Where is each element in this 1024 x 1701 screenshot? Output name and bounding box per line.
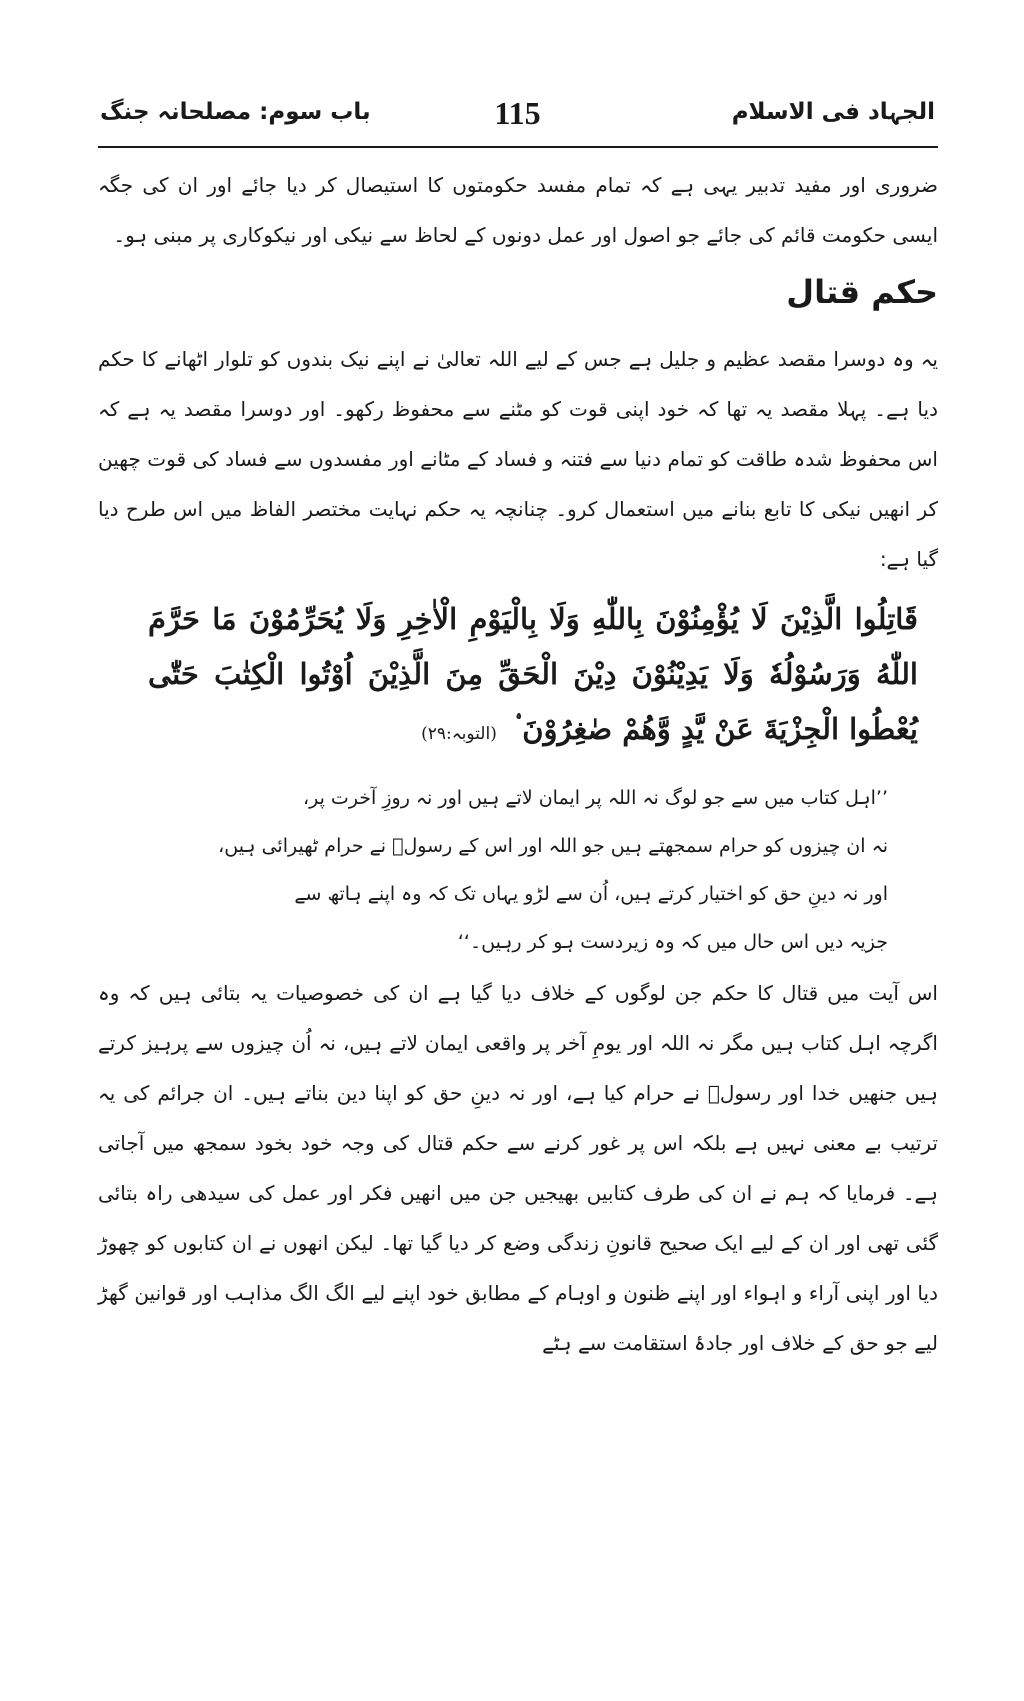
ayah-text: قَاتِلُوا الَّذِيْنَ لَا يُؤْمِنُوْنَ بِاللّٰهِ وَلَا بِالْيَوْمِ الْاٰخِرِ وَلَا يُحَرِّمُوْنَ مَا حَرَّمَ اللّٰهُ وَرَسُوْلُهٗ وَلَا يَدِيْنُوْنَ دِيْنَ الْحَقِّ مِنَ الَّذِيْنَ اُوْتُوا الْكِتٰبَ حَتّٰى يُعْطُوا الْجِزْيَةَ عَنْ يَّدٍ وَّهُمْ صٰغِرُوْنَ ۟ — [148, 602, 918, 746]
quran-verse — [148, 592, 918, 762]
translation-line: جزیہ دیں اس حال میں کہ وہ زیردست ہو کر رہیں۔‘‘ — [457, 931, 888, 953]
paragraph-3: اس آیت میں قتال کا حکم جن لوگوں کے خلاف دیا گیا ہے ان کی خصوصیات یہ بتائی ہیں کہ وہ اگرچہ اہل کتاب ہیں مگر نہ اللہ اور یومِ آخر پر واقعی ایمان لاتے ہیں، نہ اُن چیزوں سے پرہیز کرتے ہیں جنھیں خدا اور رسولؐ نے حرام کیا ہے، اور نہ دینِ حق کو اپنا دین بناتے ہیں۔ ان جرائم کی یہ ترتیب بے معنی نہیں ہے بلکہ اس پر غور کرنے سے حکم قتال کی وجہ خود بخود سمجھ میں آجاتی ہے۔ فرمایا کہ ہم نے ان کی طرف کتابیں بھیجیں جن میں انھیں فکر اور عمل کی سیدھی راہ بتائی گئی تھی اور ان کے لیے ایک صحیح قانونِ زندگی وضع کر دیا گیا تھا۔ لیکن انھوں نے ان کتابوں کو چھوڑ دیا اور اپنی آراء و اہواء اور اپنے ظنون و اوہام کے مطابق خود اپنے لیے الگ الگ مذاہب اور قوانین گھڑ لیے جو حق کے خلاف اور جادۂ استقامت سے ہٹے — [98, 981, 938, 1355]
translation-line: ’’اہل کتاب میں سے جو لوگ نہ اللہ پر ایمان لاتے ہیں اور نہ روزِ آخرت پر، — [302, 787, 888, 809]
translation-line: اور نہ دینِ حق کو اختیار کرتے ہیں، اُن سے لڑو یہاں تک کہ وہ اپنے ہاتھ سے — [294, 883, 888, 905]
section-heading: حکم قتال — [786, 273, 938, 311]
verse-translation — [198, 774, 888, 966]
chapter-title: باب سوم: مصلحانہ جنگ — [100, 99, 371, 125]
page-body — [98, 150, 938, 1368]
translation-line: نہ ان چیزوں کو حرام سمجھتے ہیں جو اللہ اور اس کے رسولؐ نے حرام ٹھیرائی ہیں، — [218, 835, 888, 857]
paragraph-2: یہ وہ دوسرا مقصد عظیم و جلیل ہے جس کے لیے اللہ تعالیٰ نے اپنے نیک بندوں کو تلوار اٹھانے کا حکم دیا ہے۔ پہلا مقصد یہ تھا کہ خود اپنی قوت کو مٹنے سے محفوظ رکھو۔ اور دوسرا مقصد یہ ہے کہ اس محفوظ شدہ طاقت کو تمام دنیا سے فتنہ و فساد کے مٹانے اور مفسدوں سے فساد کی قوت چھین کر انھیں نیکی کا تابع بنانے میں استعمال کرو۔ چنانچہ یہ حکم نہایت مختصر الفاظ میں اس طرح دیا گیا ہے: — [98, 347, 938, 571]
page-header — [100, 95, 935, 145]
header-divider — [98, 146, 938, 148]
ayah-reference: (التوبہ:۲۹) — [421, 724, 497, 744]
page-number: 115 — [494, 95, 541, 131]
book-title: الجہاد فی الاسلام — [731, 99, 935, 125]
intro-paragraph: ضروری اور مفید تدبیر یہی ہے کہ تمام مفسد حکومتوں کا استیصال کر دیا جائے اور ان کی جگہ ایسی حکومت قائم کی جائے جو اصول اور عمل دونوں کے لحاظ سے نیکی اور نیکوکاری پر مبنی ہو۔ — [98, 173, 938, 247]
